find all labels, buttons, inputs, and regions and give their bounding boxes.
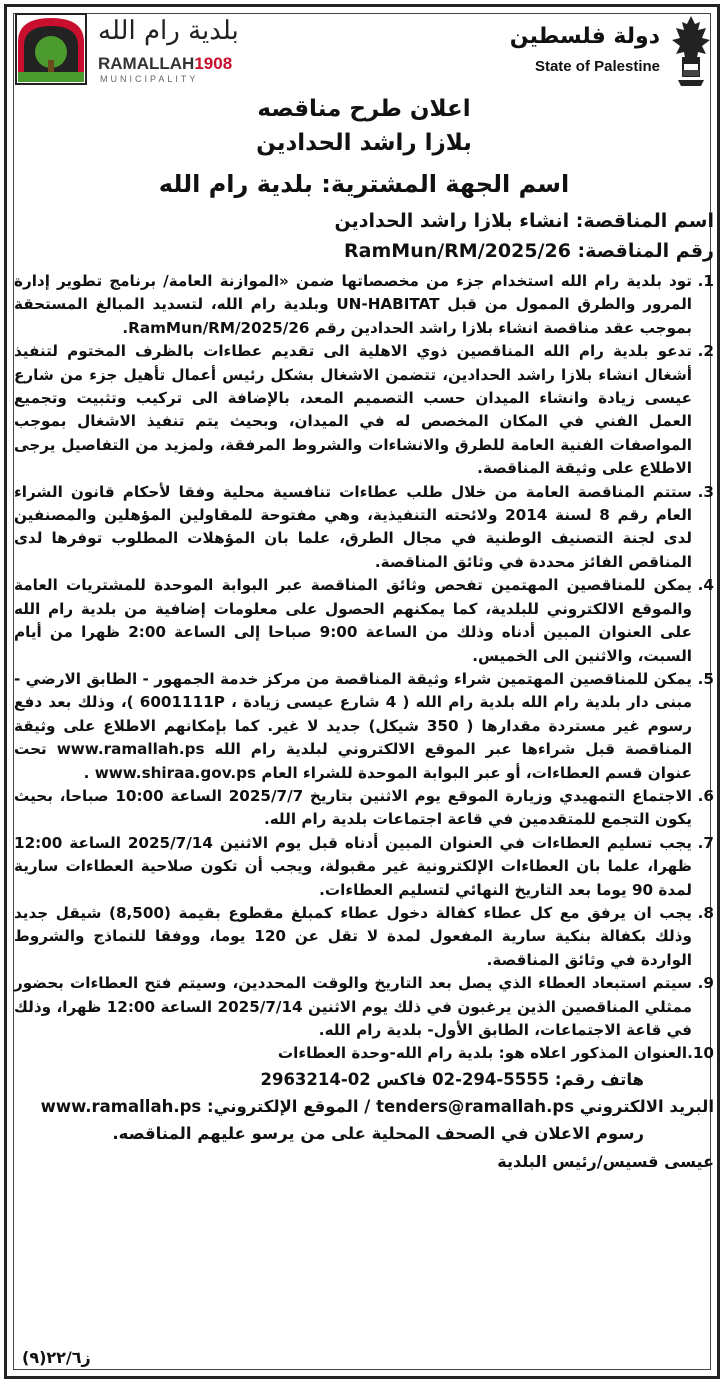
reference-code: ز٢٢/٦(٩) [22,1348,91,1367]
signature: عيسى قسيس/رئيس البلدية [497,1151,714,1171]
title-line-2: بلازا راشد الحدادين [256,130,472,156]
state-name-ar: دولة فلسطين [509,24,660,49]
item-text: يمكن للمناقصين المهتمين شراء وثيقة المناقصة من مركز خدمة الجمهور - الطابق الارضي - مبنى دار بلدية رام الله بلدية رام الله ( 4 شارع عيسى زيادة ، 6001111P )، وذلك بعد دفع رسوم غير مستردة مقدارها ( 350 شيكل) جديد لا غير. كما بإمكانهم الاطلاع على وثيقة المناقصة قبل شراءها عبر الموقع الالكتروني لبلدية رام الله www.ramallah.ps تحت عنوان قسم العطاءات، أو عبر البوابة الموحدة للشراء العام www.shiraa.gov.ps . [14,669,692,782]
advert-fees-note: رسوم الاعلان في الصحف المحلية على من يرسو عليهم المناقصه. [112,1123,644,1143]
contact-email-web: البريد الالكتروني tenders@ramallah.ps / الموقع الإلكتروني: www.ramallah.ps [40,1096,714,1116]
municipality-subtitle: MUNICIPALITY [100,74,199,84]
item-number: 5. [697,669,714,688]
municipality-name-en [98,54,232,74]
list-item [14,270,714,340]
contact-phone-fax: هاتف رقم: 5555-294-02 فاكس 02-2963214 [260,1069,644,1089]
municipality-year: 1908 [194,54,233,73]
item-text: تدعو بلدية رام الله المناقصين ذوي الاهلية الى تقديم عطاءات بالظرف المختوم لتنفيذ أشغال انشاء بلازا راشد الحدادين، تتضمن الاشغال بشكل رئيس أعمال تأهيل جزء من شارع عيسى زيادة وانشاء الميدان حسب التصميم المعد، بالإضافة الى تركيب وتثبيت وتجميع العمل الفني في المكان المخصص له في الميدان، وبحيث يتم تنفيذ الاشغال بموجب المواصفات الفنية العامة للطرق والانشاءات والشروط المرفقة، ولمزيد من التفاصيل يرجى الاطلاع على وثيقة المناقصة. [14,342,692,478]
list-item [14,832,714,902]
list-item [14,1042,714,1065]
item-number: 7. [697,833,714,852]
state-name-en: State of Palestine [534,58,660,75]
municipality-name-ar: بلدية رام الله [98,16,239,46]
item-text: الاجتماع التمهيدي وزيارة الموقع يوم الاثنين بتاريخ 2025/7/7 الساعة 10:00 صباحا، بحيث يكون التجمع للمتقدمين في قاعة اجتماعات بلدية رام الله. [14,786,692,829]
item-number: 9. [697,974,714,993]
state-of-palestine-block [454,12,714,92]
list-item [14,574,714,668]
advert-content [14,92,714,1175]
tender-items [14,270,714,1066]
item-number: 3. [697,482,714,501]
list-item [14,902,714,972]
header [10,10,718,92]
item-number: 6. [697,786,714,805]
municipality-block [14,12,244,92]
ramallah-municipality-logo-icon [14,12,88,86]
item-text: العنوان المذكور اعلاه هو: بلدية رام الله-وحدة العطاءات [277,1044,688,1063]
tender-name: اسم المناقصة: انشاء بلازا راشد الحدادين [334,210,714,232]
item-text: يجب ان يرفق مع كل عطاء كفالة دخول عطاء كمبلغ مقطوع بقيمة (8,500) شيقل جديد وذلك بكفالة بنكية سارية المفعول لمدة لا تقل عن 120 يوما، ووفقا للنماذج والشروط الواردة في وثائق المناقصة. [14,903,692,969]
item-number: 1. [697,272,714,290]
item-text: ستتم المناقصة العامة من خلال طلب عطاءات تنافسية محلية وفقا لأحكام قانون الشراء العام رقم 8 لسنة 2014 ولائحته التنفيذية، وهي مفتوحة للمقاولين المؤهلين والمصنفين لدى لجنة التصنيف الوطنية في مجال الطرق، علما بان المؤهلات المطلوب توفرها لدى المناقص الفائز محددة في وثائق المناقصة. [14,482,692,571]
list-item [14,481,714,575]
list-item [14,340,714,480]
item-text: سيتم استبعاد العطاء الذي يصل بعد التاريخ والوقت المحددين، وسيتم فتح العطاءات بحضور ممثلي المناقصين الذين يرغبون في ذلك يوم الاثنين 2025/7/14 الساعة 12:00 ظهرا، وذلك في قاعة الاجتماعات، الطابق الأول- بلدية رام الله. [14,974,692,1039]
palestine-eagle-icon [668,12,714,90]
tender-number: رقم المناقصة: RamMun/RM/2025/26 [344,240,714,262]
item-number: 10. [687,1044,714,1063]
title-line-1: اعلان طرح مناقصه [257,96,471,122]
list-item [14,668,714,785]
list-item [14,972,714,1042]
item-number: 4. [697,576,714,595]
municipality-city: RAMALLAH [98,54,195,73]
item-text: يمكن للمناقصين المهتمين تفحص وثائق المناقصة عبر البوابة الموحدة للمشتريات العامة والموقع الالكتروني للبلدية، كما يمكنهم الحصول على معلومات إضافية من بلدية رام الله على العنوان المبين أدناه وذلك من الساعة 9:00 صباحا إلى الساعة 2:00 ظهرا من أيام السبت، والاثنين الى الخميس. [14,576,692,665]
item-text: يجب تسليم العطاءات في العنوان المبين أدناه قبل يوم الاثنين 2025/7/14 الساعة 12:00 ظهرا، علما بان العطاءات الإلكترونية غير مقبولة، ويجب أن تكون صلاحية العطاءات سارية لمدة 90 يوما بعد التاريخ النهائي لتسليم العطاءات. [14,833,692,899]
buyer-name: اسم الجهة المشترية: بلدية رام الله [158,170,570,198]
item-number: 8. [697,903,714,922]
item-number: 2. [697,342,714,361]
item-text: تود بلدية رام الله استخدام جزء من مخصصاتها ضمن «الموازنة العامة/ برنامج تطوير إدارة المرور والطرق الممول من قبل UN-HABITAT وبلدية رام الله، لتسديد المبالغ المستحقة بموجب عقد مناقصة انشاء بلازا راشد الحدادين رقم RamMun/RM/2025/26. [14,272,692,337]
list-item [14,785,714,832]
